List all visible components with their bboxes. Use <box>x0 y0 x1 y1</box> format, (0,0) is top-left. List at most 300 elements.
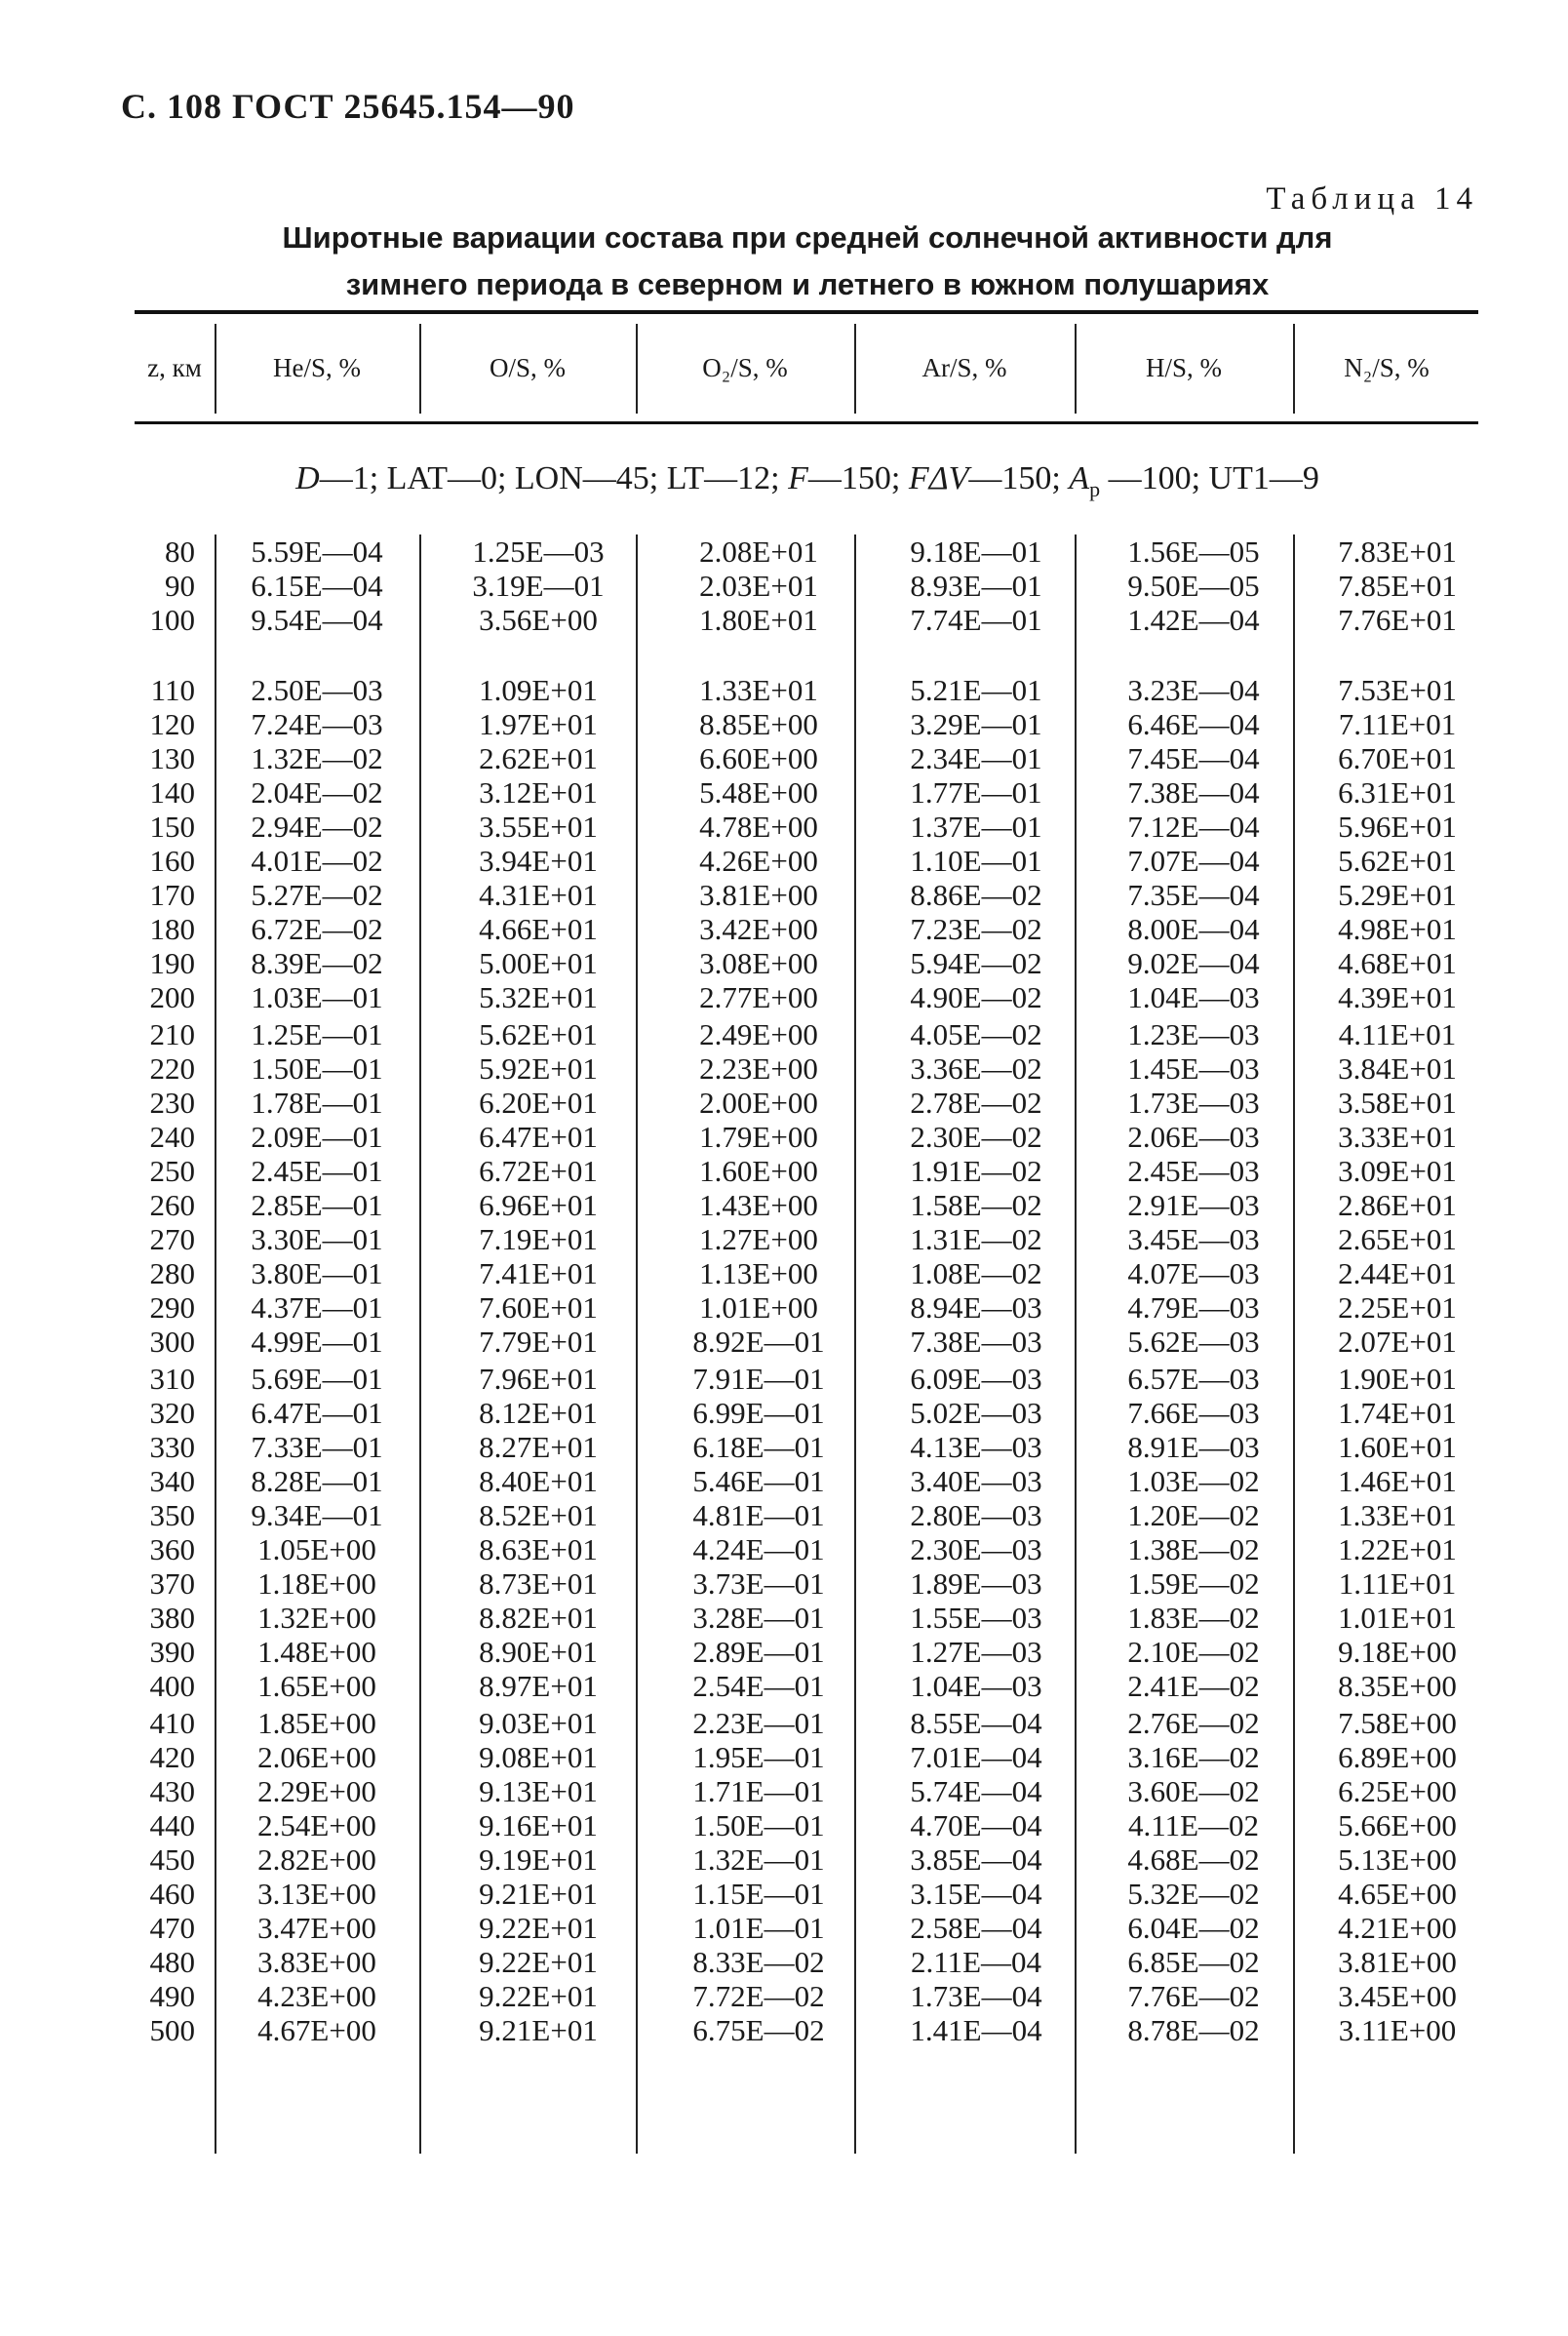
n2-cell: 5.96E+01 <box>1338 810 1457 844</box>
n2-cell: 4.39E+01 <box>1338 980 1457 1014</box>
table-row <box>135 1808 1478 1842</box>
altitude-cell: 350 <box>149 1498 195 1532</box>
h-cell: 1.38E—02 <box>1127 1532 1260 1566</box>
n2-cell: 7.85E+01 <box>1338 569 1457 603</box>
he-cell: 1.18E+00 <box>257 1566 376 1601</box>
he-cell: 6.15E—04 <box>251 569 383 603</box>
o-cell: 6.47E+01 <box>479 1120 598 1154</box>
ar-cell: 5.74E—04 <box>910 1774 1042 1808</box>
ar-cell: 1.91E—02 <box>910 1154 1042 1188</box>
table-row <box>135 1601 1478 1635</box>
table-row <box>135 810 1478 844</box>
o-cell: 8.90E+01 <box>479 1635 598 1669</box>
n2-cell: 3.11E+00 <box>1338 2013 1457 2047</box>
column-header-he: He/S, % <box>273 352 361 382</box>
h-cell: 1.59E—02 <box>1127 1566 1260 1601</box>
n2-cell: 3.81E+00 <box>1338 1945 1457 1979</box>
o-cell: 1.09E+01 <box>479 673 598 707</box>
o-cell: 3.56E+00 <box>479 603 598 637</box>
he-cell: 1.03E—01 <box>251 980 383 1014</box>
param-text-4: —100; UT1—9 <box>1100 460 1319 496</box>
ar-cell: 3.40E—03 <box>910 1464 1042 1498</box>
column-header-o: O/S, % <box>489 352 566 382</box>
o2-cell: 1.60E+00 <box>699 1154 818 1188</box>
he-cell: 6.72E—02 <box>251 912 383 946</box>
table-row <box>135 1706 1478 1740</box>
n2-cell: 5.13E+00 <box>1338 1842 1457 1877</box>
ar-cell: 8.94E—03 <box>910 1290 1042 1325</box>
table-row <box>135 1464 1478 1498</box>
ar-cell: 7.01E—04 <box>910 1740 1042 1774</box>
table-row <box>135 1979 1478 2013</box>
o-cell: 9.16E+01 <box>479 1808 598 1842</box>
n2-cell: 1.22E+01 <box>1338 1532 1457 1566</box>
altitude-cell: 400 <box>149 1669 195 1703</box>
o-cell: 3.94E+01 <box>479 844 598 878</box>
he-cell: 5.27E—02 <box>251 878 383 912</box>
table-row <box>135 603 1478 637</box>
ar-cell: 7.23E—02 <box>910 912 1042 946</box>
he-cell: 8.39E—02 <box>251 946 383 980</box>
altitude-cell: 340 <box>149 1464 195 1498</box>
o2-cell: 2.08E+01 <box>699 535 818 569</box>
n2-cell: 2.25E+01 <box>1338 1290 1457 1325</box>
param-d-symbol: D <box>295 460 320 496</box>
o-cell: 3.55E+01 <box>479 810 598 844</box>
he-cell: 7.24E—03 <box>251 707 383 741</box>
param-f-symbol: F <box>788 460 808 496</box>
o-cell: 9.03E+01 <box>479 1706 598 1740</box>
table-label: Таблица 14 <box>1266 181 1478 217</box>
param-text-1: —1; LAT—0; LON—45; LT—12; <box>319 460 789 496</box>
n2-cell: 7.11E+01 <box>1338 707 1457 741</box>
he-cell: 2.54E+00 <box>257 1808 376 1842</box>
h-cell: 1.83E—02 <box>1127 1601 1260 1635</box>
n2-cell: 1.60E+01 <box>1338 1430 1457 1464</box>
param-a-symbol: A <box>1069 460 1090 496</box>
h-cell: 6.04E—02 <box>1127 1911 1260 1945</box>
table-row <box>135 1325 1478 1359</box>
o2-cell: 4.26E+00 <box>699 844 818 878</box>
o-cell: 7.96E+01 <box>479 1362 598 1396</box>
altitude-cell: 200 <box>149 980 195 1014</box>
n2-cell: 2.07E+01 <box>1338 1325 1457 1359</box>
he-cell: 3.83E+00 <box>257 1945 376 1979</box>
o-cell: 8.63E+01 <box>479 1532 598 1566</box>
table-row <box>135 1396 1478 1430</box>
o2-cell: 1.50E—01 <box>692 1808 825 1842</box>
altitude-cell: 170 <box>149 878 195 912</box>
param-text-2: —150; <box>807 460 909 496</box>
o2-cell: 2.89E—01 <box>692 1635 825 1669</box>
n2-cell: 4.11E+01 <box>1338 1017 1457 1051</box>
o2-cell: 1.71E—01 <box>692 1774 825 1808</box>
table-row <box>135 1740 1478 1774</box>
o2-cell: 8.92E—01 <box>692 1325 825 1359</box>
h-cell: 7.38E—04 <box>1127 775 1260 810</box>
altitude-cell: 250 <box>149 1154 195 1188</box>
h-cell: 7.07E—04 <box>1127 844 1260 878</box>
row-group <box>135 1362 1478 1703</box>
ar-cell: 1.89E—03 <box>910 1566 1042 1601</box>
n2-cell: 6.89E+00 <box>1338 1740 1457 1774</box>
altitude-cell: 420 <box>149 1740 195 1774</box>
model-parameters <box>137 460 1478 502</box>
h-cell: 6.46E—04 <box>1127 707 1260 741</box>
he-cell: 9.54E—04 <box>251 603 383 637</box>
he-cell: 4.01E—02 <box>251 844 383 878</box>
ar-cell: 8.55E—04 <box>910 1706 1042 1740</box>
o-cell: 8.52E+01 <box>479 1498 598 1532</box>
o2-cell: 6.99E—01 <box>692 1396 825 1430</box>
h-cell: 2.10E—02 <box>1127 1635 1260 1669</box>
he-cell: 2.50E—03 <box>251 673 383 707</box>
table-header-row <box>135 314 1478 421</box>
table-row <box>135 1532 1478 1566</box>
ar-cell: 2.34E—01 <box>910 741 1042 775</box>
table-row <box>135 775 1478 810</box>
o-cell: 8.12E+01 <box>479 1396 598 1430</box>
table-row <box>135 980 1478 1014</box>
n2-cell: 2.86E+01 <box>1338 1188 1457 1222</box>
o2-cell: 8.85E+00 <box>699 707 818 741</box>
table-row <box>135 1362 1478 1396</box>
n2-cell: 1.46E+01 <box>1338 1464 1457 1498</box>
altitude-cell: 180 <box>149 912 195 946</box>
ar-cell: 6.09E—03 <box>910 1362 1042 1396</box>
table-caption <box>137 215 1478 308</box>
ar-cell: 1.58E—02 <box>910 1188 1042 1222</box>
ar-cell: 1.77E—01 <box>910 775 1042 810</box>
n2-cell: 5.66E+00 <box>1338 1808 1457 1842</box>
row-group <box>135 535 1478 637</box>
o2-cell: 6.75E—02 <box>692 2013 825 2047</box>
o-cell: 4.66E+01 <box>479 912 598 946</box>
o-cell: 3.19E—01 <box>472 569 605 603</box>
ar-cell: 1.10E—01 <box>910 844 1042 878</box>
n2-cell: 2.44E+01 <box>1338 1256 1457 1290</box>
o2-cell: 2.49E+00 <box>699 1017 818 1051</box>
altitude-cell: 330 <box>149 1430 195 1464</box>
o-cell: 4.31E+01 <box>479 878 598 912</box>
altitude-cell: 360 <box>149 1532 195 1566</box>
o-cell: 5.92E+01 <box>479 1051 598 1086</box>
altitude-cell: 260 <box>149 1188 195 1222</box>
h-cell: 3.60E—02 <box>1127 1774 1260 1808</box>
n2-cell: 8.35E+00 <box>1338 1669 1457 1703</box>
he-cell: 2.04E—02 <box>251 775 383 810</box>
h-cell: 8.91E—03 <box>1127 1430 1260 1464</box>
h-cell: 5.32E—02 <box>1127 1877 1260 1911</box>
altitude-cell: 430 <box>149 1774 195 1808</box>
n2-cell: 3.09E+01 <box>1338 1154 1457 1188</box>
table-row <box>135 912 1478 946</box>
altitude-cell: 100 <box>149 603 195 637</box>
h-cell: 2.45E—03 <box>1127 1154 1260 1188</box>
he-cell: 2.29E+00 <box>257 1774 376 1808</box>
o2-cell: 1.95E—01 <box>692 1740 825 1774</box>
o-cell: 8.73E+01 <box>479 1566 598 1601</box>
o2-cell: 4.81E—01 <box>692 1498 825 1532</box>
o-cell: 5.32E+01 <box>479 980 598 1014</box>
o2-cell: 6.60E+00 <box>699 741 818 775</box>
altitude-cell: 500 <box>149 2013 195 2047</box>
o2-cell: 2.23E+00 <box>699 1051 818 1086</box>
n2-cell: 4.65E+00 <box>1338 1877 1457 1911</box>
table-row <box>135 1635 1478 1669</box>
altitude-cell: 230 <box>149 1086 195 1120</box>
o2-cell: 3.08E+00 <box>699 946 818 980</box>
n2-cell: 7.53E+01 <box>1338 673 1457 707</box>
o2-cell: 4.24E—01 <box>692 1532 825 1566</box>
ar-cell: 1.08E—02 <box>910 1256 1042 1290</box>
n2-cell: 5.62E+01 <box>1338 844 1457 878</box>
n2-cell: 7.58E+00 <box>1338 1706 1457 1740</box>
h-cell: 1.45E—03 <box>1127 1051 1260 1086</box>
o2-cell: 3.73E—01 <box>692 1566 825 1601</box>
h-cell: 5.62E—03 <box>1127 1325 1260 1359</box>
he-cell: 3.80E—01 <box>251 1256 383 1290</box>
h-cell: 1.42E—04 <box>1127 603 1260 637</box>
he-cell: 2.85E—01 <box>251 1188 383 1222</box>
h-cell: 4.07E—03 <box>1127 1256 1260 1290</box>
table-row <box>135 1774 1478 1808</box>
altitude-cell: 190 <box>149 946 195 980</box>
ar-cell: 8.86E—02 <box>910 878 1042 912</box>
o2-cell: 3.42E+00 <box>699 912 818 946</box>
ar-cell: 1.73E—04 <box>910 1979 1042 2013</box>
n2-cell: 4.68E+01 <box>1338 946 1457 980</box>
table-row <box>135 1256 1478 1290</box>
n2-cell: 3.45E+00 <box>1338 1979 1457 2013</box>
ar-cell: 2.78E—02 <box>910 1086 1042 1120</box>
n2-cell: 1.90E+01 <box>1338 1362 1457 1396</box>
o2-cell: 1.27E+00 <box>699 1222 818 1256</box>
ar-cell: 2.11E—04 <box>910 1945 1042 1979</box>
h-cell: 2.41E—02 <box>1127 1669 1260 1703</box>
ar-cell: 7.74E—01 <box>910 603 1042 637</box>
ar-cell: 9.18E—01 <box>910 535 1042 569</box>
he-cell: 2.82E+00 <box>257 1842 376 1877</box>
o-cell: 8.82E+01 <box>479 1601 598 1635</box>
he-cell: 8.28E—01 <box>251 1464 383 1498</box>
altitude-cell: 220 <box>149 1051 195 1086</box>
he-cell: 1.50E—01 <box>251 1051 383 1086</box>
altitude-cell: 150 <box>149 810 195 844</box>
n2-cell: 3.84E+01 <box>1338 1051 1457 1086</box>
table-row <box>135 1430 1478 1464</box>
table-body <box>135 535 1478 2163</box>
o-cell: 2.62E+01 <box>479 741 598 775</box>
o-cell: 6.96E+01 <box>479 1188 598 1222</box>
ar-cell: 8.93E—01 <box>910 569 1042 603</box>
o2-cell: 2.00E+00 <box>699 1086 818 1120</box>
altitude-cell: 120 <box>149 707 195 741</box>
o-cell: 9.21E+01 <box>479 1877 598 1911</box>
table-row <box>135 1222 1478 1256</box>
altitude-cell: 320 <box>149 1396 195 1430</box>
h-cell: 7.66E—03 <box>1127 1396 1260 1430</box>
o2-cell: 1.43E+00 <box>699 1188 818 1222</box>
n2-cell: 6.31E+01 <box>1338 775 1457 810</box>
table-row <box>135 569 1478 603</box>
h-cell: 7.76E—02 <box>1127 1979 1260 2013</box>
n2-cell: 4.21E+00 <box>1338 1911 1457 1945</box>
o-cell: 8.27E+01 <box>479 1430 598 1464</box>
column-header-o2: O₂/S, % <box>702 352 788 382</box>
he-cell: 1.25E—01 <box>251 1017 383 1051</box>
ar-cell: 3.29E—01 <box>910 707 1042 741</box>
h-cell: 1.23E—03 <box>1127 1017 1260 1051</box>
param-fav-symbol: FΔV <box>908 460 969 496</box>
altitude-cell: 380 <box>149 1601 195 1635</box>
o-cell: 7.19E+01 <box>479 1222 598 1256</box>
table-row <box>135 535 1478 569</box>
ar-cell: 4.90E—02 <box>910 980 1042 1014</box>
o2-cell: 1.01E—01 <box>692 1911 825 1945</box>
caption-line-2: зимнего периода в северном и летнего в южном полушариях <box>345 267 1270 301</box>
altitude-cell: 390 <box>149 1635 195 1669</box>
ar-cell: 2.30E—03 <box>910 1532 1042 1566</box>
row-group <box>135 1706 1478 2047</box>
h-cell: 7.12E—04 <box>1127 810 1260 844</box>
table-row <box>135 878 1478 912</box>
param-text-3: —150; <box>968 460 1070 496</box>
ar-cell: 1.31E—02 <box>910 1222 1042 1256</box>
he-cell: 3.13E+00 <box>257 1877 376 1911</box>
o2-cell: 1.32E—01 <box>692 1842 825 1877</box>
o-cell: 5.00E+01 <box>479 946 598 980</box>
h-cell: 2.06E—03 <box>1127 1120 1260 1154</box>
o-cell: 1.25E—03 <box>472 535 605 569</box>
n2-cell: 6.70E+01 <box>1338 741 1457 775</box>
o2-cell: 1.13E+00 <box>699 1256 818 1290</box>
header-bottom-rule <box>135 421 1478 424</box>
o2-cell: 1.15E—01 <box>692 1877 825 1911</box>
n2-cell: 9.18E+00 <box>1338 1635 1457 1669</box>
he-cell: 5.69E—01 <box>251 1362 383 1396</box>
n2-cell: 1.01E+01 <box>1338 1601 1457 1635</box>
o-cell: 7.79E+01 <box>479 1325 598 1359</box>
o2-cell: 3.81E+00 <box>699 878 818 912</box>
table-row <box>135 1566 1478 1601</box>
he-cell: 4.99E—01 <box>251 1325 383 1359</box>
h-cell: 1.73E—03 <box>1127 1086 1260 1120</box>
column-header-h: H/S, % <box>1145 352 1222 382</box>
o2-cell: 5.46E—01 <box>692 1464 825 1498</box>
o-cell: 9.22E+01 <box>479 1945 598 1979</box>
n2-cell: 6.25E+00 <box>1338 1774 1457 1808</box>
h-cell: 3.16E—02 <box>1127 1740 1260 1774</box>
ar-cell: 7.38E—03 <box>910 1325 1042 1359</box>
he-cell: 1.85E+00 <box>257 1706 376 1740</box>
n2-cell: 1.74E+01 <box>1338 1396 1457 1430</box>
o2-cell: 2.77E+00 <box>699 980 818 1014</box>
altitude-cell: 80 <box>165 535 195 569</box>
row-group <box>135 1017 1478 1359</box>
h-cell: 2.76E—02 <box>1127 1706 1260 1740</box>
o2-cell: 1.80E+01 <box>699 603 818 637</box>
page-header: С. 108 ГОСТ 25645.154—90 <box>121 87 575 126</box>
o2-cell: 8.33E—02 <box>692 1945 825 1979</box>
he-cell: 1.78E—01 <box>251 1086 383 1120</box>
o-cell: 7.41E+01 <box>479 1256 598 1290</box>
h-cell: 7.45E—04 <box>1127 741 1260 775</box>
n2-cell: 1.33E+01 <box>1338 1498 1457 1532</box>
h-cell: 4.68E—02 <box>1127 1842 1260 1877</box>
altitude-cell: 290 <box>149 1290 195 1325</box>
altitude-cell: 280 <box>149 1256 195 1290</box>
o2-cell: 7.72E—02 <box>692 1979 825 2013</box>
table-row <box>135 1877 1478 1911</box>
table-row <box>135 1188 1478 1222</box>
altitude-cell: 370 <box>149 1566 195 1601</box>
column-header-altitude: z, км <box>147 352 202 382</box>
o-cell: 9.08E+01 <box>479 1740 598 1774</box>
n2-cell: 7.83E+01 <box>1338 535 1457 569</box>
h-cell: 8.00E—04 <box>1127 912 1260 946</box>
n2-cell: 5.29E+01 <box>1338 878 1457 912</box>
o-cell: 9.19E+01 <box>479 1842 598 1877</box>
altitude-cell: 440 <box>149 1808 195 1842</box>
table-row <box>135 946 1478 980</box>
he-cell: 4.37E—01 <box>251 1290 383 1325</box>
table-row <box>135 707 1478 741</box>
table-row <box>135 1051 1478 1086</box>
o-cell: 6.72E+01 <box>479 1154 598 1188</box>
he-cell: 2.94E—02 <box>251 810 383 844</box>
o-cell: 9.21E+01 <box>479 2013 598 2047</box>
he-cell: 1.32E—02 <box>251 741 383 775</box>
ar-cell: 2.80E—03 <box>910 1498 1042 1532</box>
h-cell: 6.57E—03 <box>1127 1362 1260 1396</box>
altitude-cell: 110 <box>150 673 195 707</box>
ar-cell: 3.36E—02 <box>910 1051 1042 1086</box>
ar-cell: 5.94E—02 <box>910 946 1042 980</box>
column-header-ar: Ar/S, % <box>921 352 1007 382</box>
he-cell: 1.32E+00 <box>257 1601 376 1635</box>
row-group <box>135 673 1478 1014</box>
table-row <box>135 1498 1478 1532</box>
o2-cell: 2.54E—01 <box>692 1669 825 1703</box>
o-cell: 9.22E+01 <box>479 1979 598 2013</box>
h-cell: 1.56E—05 <box>1127 535 1260 569</box>
o2-cell: 6.18E—01 <box>692 1430 825 1464</box>
he-cell: 5.59E—04 <box>251 535 383 569</box>
h-cell: 1.04E—03 <box>1127 980 1260 1014</box>
h-cell: 1.03E—02 <box>1127 1464 1260 1498</box>
h-cell: 2.91E—03 <box>1127 1188 1260 1222</box>
altitude-cell: 310 <box>149 1362 195 1396</box>
n2-cell: 3.58E+01 <box>1338 1086 1457 1120</box>
altitude-cell: 490 <box>149 1979 195 2013</box>
o-cell: 7.60E+01 <box>479 1290 598 1325</box>
o-cell: 1.97E+01 <box>479 707 598 741</box>
altitude-cell: 480 <box>149 1945 195 1979</box>
o-cell: 3.12E+01 <box>479 775 598 810</box>
he-cell: 3.30E—01 <box>251 1222 383 1256</box>
table-row <box>135 1017 1478 1051</box>
ar-cell: 4.70E—04 <box>910 1808 1042 1842</box>
o2-cell: 5.48E+00 <box>699 775 818 810</box>
altitude-cell: 240 <box>149 1120 195 1154</box>
table-row <box>135 844 1478 878</box>
h-cell: 1.20E—02 <box>1127 1498 1260 1532</box>
h-cell: 4.79E—03 <box>1127 1290 1260 1325</box>
param-a-subscript: p <box>1089 476 1101 501</box>
h-cell: 9.50E—05 <box>1127 569 1260 603</box>
ar-cell: 5.02E—03 <box>910 1396 1042 1430</box>
